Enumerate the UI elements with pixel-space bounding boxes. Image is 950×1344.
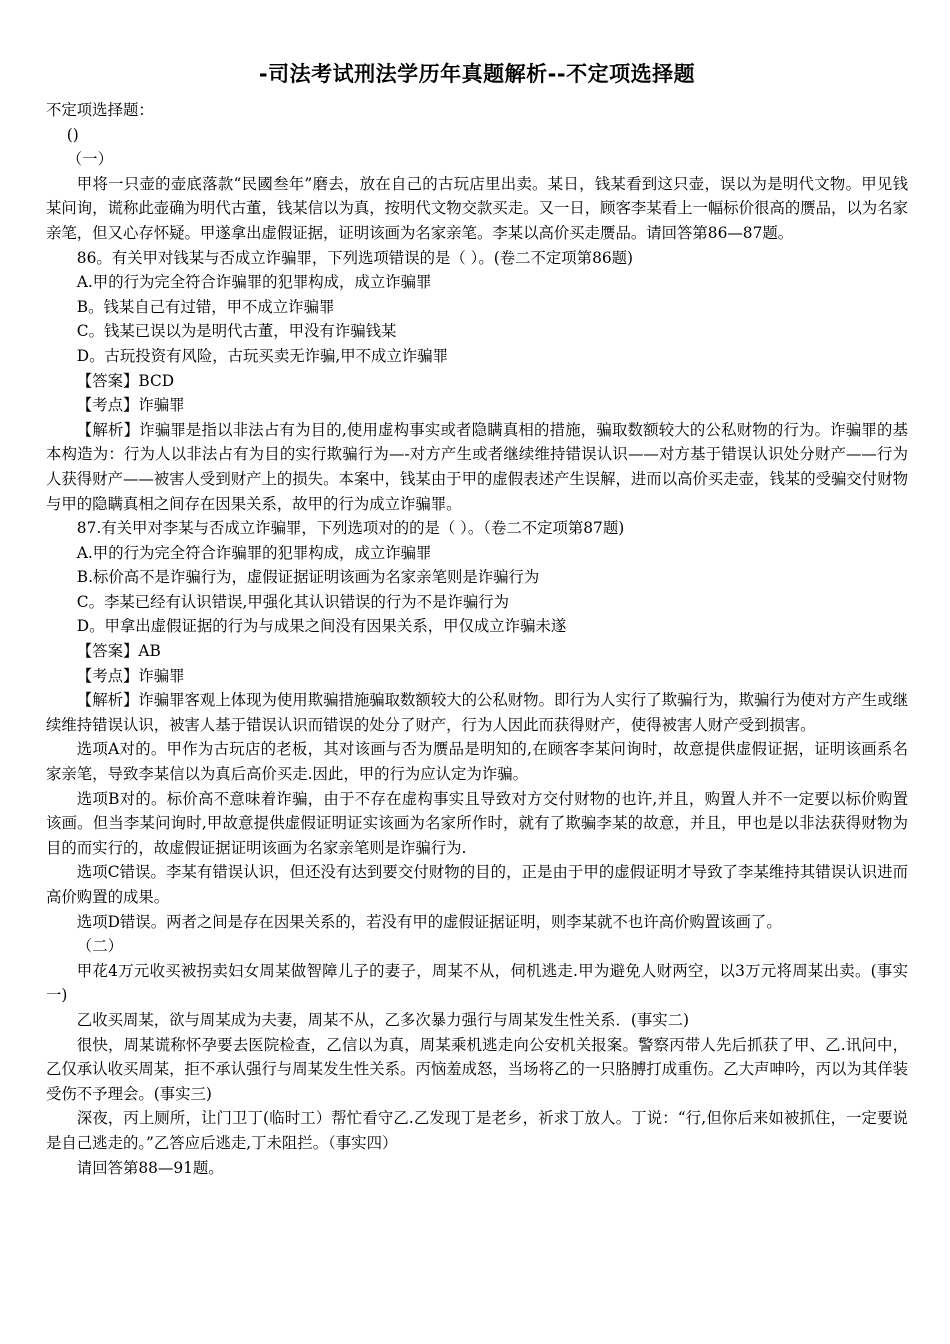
paragraph: 【答案】AB	[76, 642, 161, 661]
document-body	[46, 98, 908, 1180]
paragraph: 乙收买周某，欲与周某成为夫妻，周某不从，乙多次暴力强行与周某发生性关系．(事实二)	[76, 1010, 690, 1029]
paragraph: 【考点】诈骗罪	[76, 666, 185, 685]
paragraph: C。钱某已误以为是明代古董，甲没有诈骗钱某	[76, 322, 397, 341]
paragraph: A.甲的行为完全符合诈骗罪的犯罪构成，成立诈骗罪	[76, 543, 432, 562]
paragraph: 选项A对的。甲作为古玩店的老板，其对该画与否为赝品是明知的,在顾客李某问询时，故意提供虚假证据，证明该画系名家亲笔，导致李某信以为真后高价买走.因此，甲的行为应认定为诈骗。	[46, 740, 908, 784]
paragraph: 请回答第88—91题。	[76, 1158, 224, 1177]
paragraph: 不定项选择题：	[46, 101, 154, 119]
paragraph: C。李某已经有认识错误,甲强化其认识错误的行为不是诈骗行为	[76, 592, 510, 611]
paragraph: D。古玩投资有风险，古玩买卖无诈骗,甲不成立诈骗罪	[76, 346, 449, 365]
paragraph: （二）	[76, 937, 123, 956]
document-title: -司法考试刑法学历年真题解析--不定项选择题	[258, 62, 696, 86]
paragraph: 【解析】诈骗罪客观上体现为使用欺骗措施骗取数额较大的公私财物。即行为人实行了欺骗行为，欺骗行为使对方产生或继续维持错误认识，被害人基于错误认识而错误的处分了财产，行为人因此而获得财产，使得被害人财产受到损害。	[46, 691, 908, 734]
paragraph: B。钱某自己有过错，甲不成立诈骗罪	[76, 297, 335, 316]
paragraph: 甲将一只壶的壶底落款“民國叁年”磨去，放在自己的古玩店里出卖。某日，钱某看到这只壶，误以为是明代文物。甲见钱某问询，谎称此壶确为明代古董，钱某信以为真，按明代文物交款买走。又一日，顾客李某看上一幅标价很高的赝品，以为名家亲笔，但又心存怀疑。甲遂拿出虚假证据，证明该画为名家亲笔。李某以高价买走赝品。请回答第86—87题。	[46, 174, 908, 242]
paragraph: 【解析】诈骗罪是指以非法占有为目的,使用虚构事实或者隐瞒真相的措施，骗取数额较大的公私财物的行为。诈骗罪的基本构造为：行为人以非法占有为目的实行欺骗行为—-对方产生或者继续维持错误认识——对方基于错误认识处分财产——行为人获得财产——被害人受到财产上的损失。本案中，钱某由于甲的虚假表述产生误解，进而以高价买走壶，钱某的受骗交付财物与甲的隐瞒真相之间存在因果关系，故甲的行为成立诈骗罪。	[46, 420, 908, 513]
paragraph: 选项B对的。标价高不意味着诈骗，由于不存在虚构事实且导致对方交付财物的也许,并且，购置人并不一定要以标价购置该画。但当李某问询时,甲故意提供虚假证明证实该画为名家所作时，就有了欺骗李某的故意，并且，甲也是以非法获得财物为目的而实行的，故虚假证据证明该画为名家亲笔则是诈骗行为.	[46, 789, 908, 857]
paragraph: ()	[66, 125, 79, 144]
paragraph: 选项D错误。两者之间是存在因果关系的，若没有甲的虚假证据证明，则李某就不也许高价购置该画了。	[76, 912, 782, 931]
document-page	[46, 58, 908, 1180]
paragraph: 选项C错误。李某有错误认识，但还没有达到要交付财物的目的，正是由于甲的虚假证明才导致了李某维持其错误认识进而高价购置的成果。	[46, 863, 908, 906]
paragraph: D。甲拿出虚假证据的行为与成果之间没有因果关系，甲仅成立诈骗未遂	[76, 617, 567, 636]
paragraph: B.标价高不是诈骗行为，虚假证据证明该画为名家亲笔则是诈骗行为	[76, 568, 540, 587]
paragraph: A.甲的行为完全符合诈骗罪的犯罪构成，成立诈骗罪	[76, 273, 432, 292]
paragraph: 深夜，丙上厕所，让门卫丁(临时工）帮忙看守乙.乙发现丁是老乡，祈求丁放人。丁说：“行,但你后来如被抓住，一定要说是自己逃走的。”乙答应后逃走,丁未阻拦。（事实四）	[46, 1109, 908, 1152]
paragraph: 【答案】BCD	[76, 371, 175, 390]
paragraph: 很快，周某谎称怀孕要去医院检查，乙信以为真，周某乘机逃走向公安机关报案。警察丙带人先后抓获了甲、乙.讯问中，乙仅承认收买周某，拒不承认强行与周某发生性关系。丙恼羞成怒，当场将乙的一只胳膊打成重伤。乙大声呻吟，丙以为其佯装受伤不予理会。(事实三)	[46, 1035, 908, 1103]
paragraph: 86。有关甲对钱某与否成立诈骗罪，下列选项错误的是（ ）。(卷二不定项第86题)	[76, 248, 634, 267]
paragraph: 甲花4万元收买被拐卖妇女周某做智障儿子的妻子，周某不从，伺机逃走.甲为避免人财两空，以3万元将周某出卖。(事实一)	[46, 961, 908, 1005]
paragraph: （一）	[66, 150, 113, 169]
paragraph: 87.有关甲对李某与否成立诈骗罪，下列选项对的的是（ ）。（卷二不定项第87题)	[76, 519, 625, 538]
paragraph: 【考点】诈骗罪	[76, 396, 185, 415]
